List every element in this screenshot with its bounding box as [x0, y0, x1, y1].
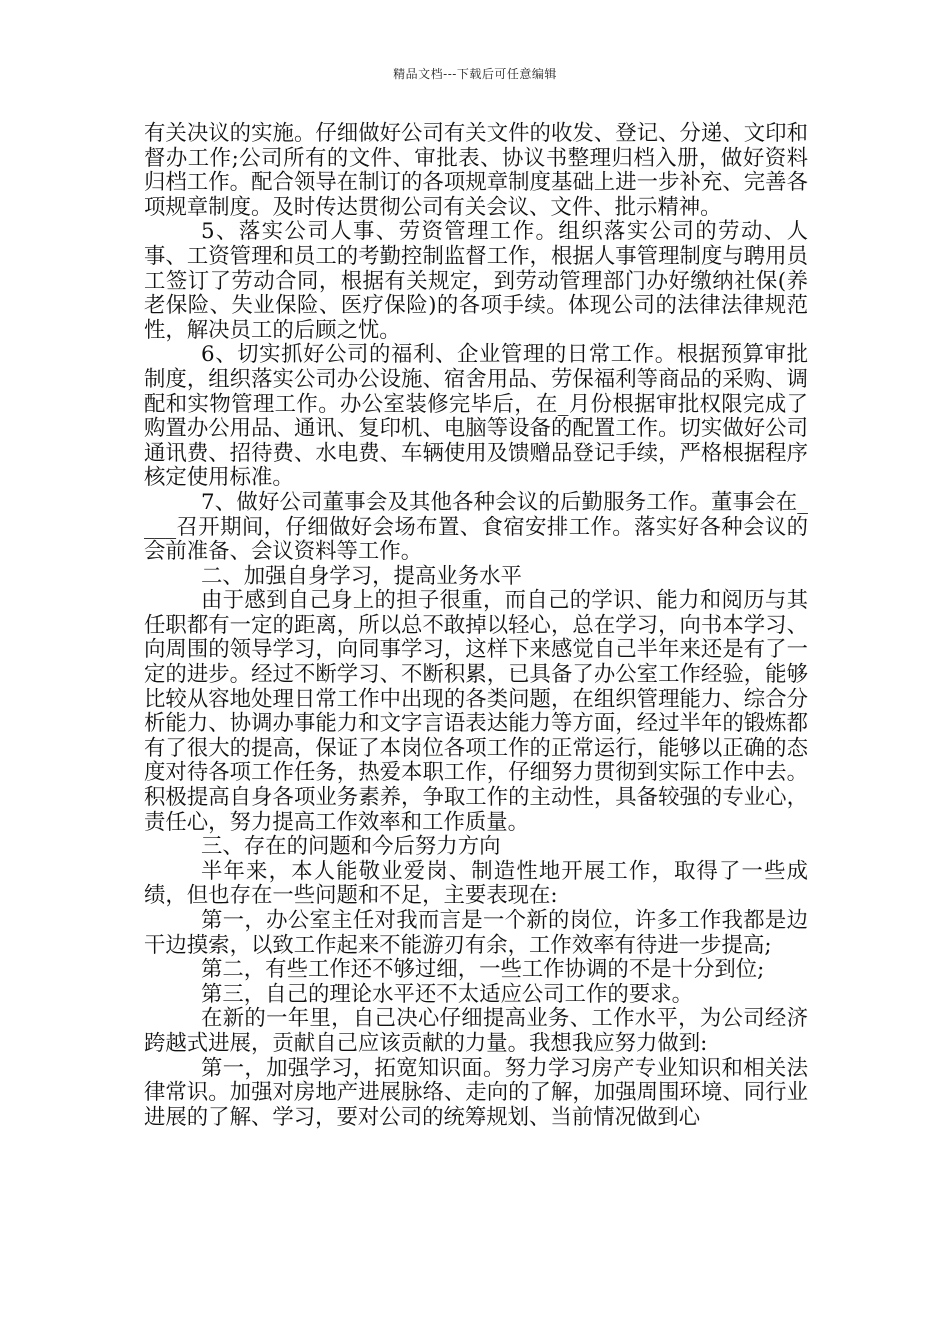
section-heading-3: 三、存在的问题和今后努力方向: [201, 834, 501, 860]
paragraph-issue-1: 第一，办公室主任对我而言是一个新的岗位，许多工作我都是边干边摸索，以致工作起来不能游刃有余，工作效率有待进一步提高;: [144, 908, 808, 958]
paragraph-plan-1: 第一，加强学习，拓宽知识面。努力学习房产专业知识和相关法律常识。加强对房地产进展脉络、走向的了解，加强周围环境、同行业进展的了解、学习，要对公司的统筹规划、当前情况做到心: [144, 1055, 808, 1130]
section-heading-2: 二、加强自身学习，提高业务水平: [201, 563, 522, 589]
page-header: 精品文档---下载后可任意编辑: [393, 67, 557, 81]
paragraph-item-7: 7、做好公司董事会及其他各种会议的后勤服务工作。董事会在____召开期间，仔细做好会场布置、食宿安排工作。落实好各种会议的会前准备、会议资料等工作。: [144, 489, 808, 565]
paragraph-item-6: 6、切实抓好公司的福利、企业管理的日常工作。根据预算审批制度，组织落实公司办公设施、宿舍用品、劳保福利等商品的采购、调配和实物管理工作。办公室装修完毕后，在_月份根据审批权限完成了购置办公用品、通讯、复印机、电脑等设备的配置工作。切实做好公司通讯费、招待费、水电费、车辆使用及馈赠品登记手续，严格根据程序核定使用标准。: [144, 342, 808, 491]
paragraph-issue-2: 第二，有些工作还不够过细，一些工作协调的不是十分到位;: [201, 957, 765, 983]
paragraph-plan: 在新的一年里，自己决心仔细提高业务、工作水平，为公司经济跨越式进展，贡献自己应该贡献的力量。我想我应努力做到:: [144, 1006, 808, 1056]
document-body: [144, 122, 808, 1130]
paragraph-learning: 由于感到自己身上的担子很重，而自己的学识、能力和阅历与其任职都有一定的距离，所以总不敢掉以轻心，总在学习，向书本学习、向周围的领导学习，向同事学习，这样下来感觉自己半年来还是有了一定的进步。经过不断学习、不断积累，已具备了办公室工作经验，能够比较从容地处理日常工作中出现的各类问题，在组织管理能力、综合分析能力、协调办事能力和文字言语表达能力等方面，经过半年的锻炼都有了很大的提高，保证了本岗位各项工作的正常运行，能够以正确的态度对待各项工作任务，热爱本职工作，仔细努力贯彻到实际工作中去。积极提高自身各项业务素养，争取工作的主动性，具备较强的专业心，责任心，努力提高工作效率和工作质量。: [144, 588, 808, 835]
paragraph-issue-3: 第三，自己的理论水平还不太适应公司工作的要求。: [201, 981, 693, 1007]
paragraph-continuation: 有关决议的实施。仔细做好公司有关文件的收发、登记、分递、文印和督办工作;公司所有的文件、审批表、协议书整理归档入册，做好资料归档工作。配合领导在制订的各项规章制度基础上进一步补充、完善各项规章制度。及时传达贯彻公司有关会议、文件、批示精神。: [144, 121, 808, 220]
paragraph-summary: 半年来，本人能敬业爱岗、制造性地开展工作，取得了一些成绩，但也存在一些问题和不足，主要表现在:: [144, 858, 808, 909]
paragraph-item-5: 5、落实公司人事、劳资管理工作。组织落实公司的劳动、人事、工资管理和员工的考勤控制监督工作，根据人事管理制度与聘用员工签订了劳动合同，根据有关规定，到劳动管理部门办好缴纳社保(养老保险、失业保险、医疗保险)的各项手续。体现公司的法律法律规范性，解决员工的后顾之忧。: [144, 219, 808, 343]
